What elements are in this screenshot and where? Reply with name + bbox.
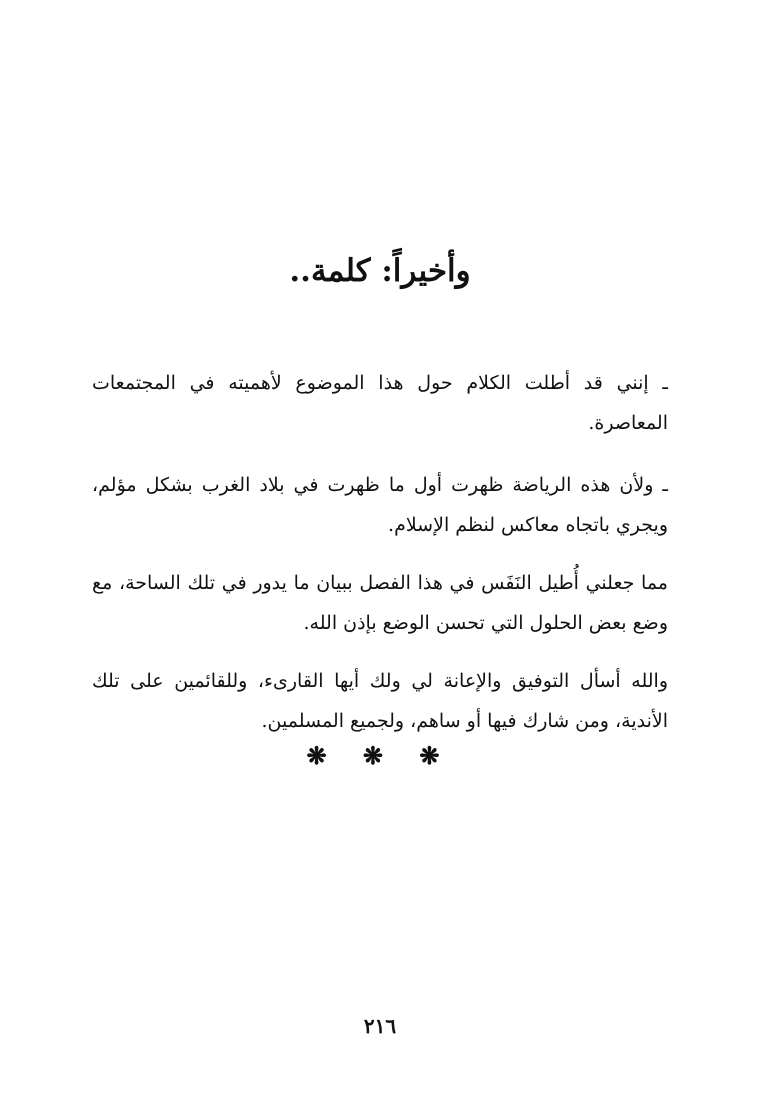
paragraph-closing-prayer: والله أسأل التوفيق والإعانة لي ولك أيها القارىء، وللقائمين على تلك الأندية، ومن شارك فيها أو ساهم، ولجميع المسلمين. — [92, 670, 668, 732]
page-number: ٢١٦ — [363, 1014, 397, 1038]
section-separator-ornament: ❋ ❋ ❋ — [306, 741, 454, 770]
paragraph-importance: ـ إنني قد أطلت الكلام حول هذا الموضوع لأهميته في المجتمعات المعاصرة. — [92, 372, 668, 434]
paragraph-solutions: مما جعلني أُطيل النَفَس في هذا الفصل ببيان ما يدور في تلك الساحة، مع وضع بعض الحلول التي تحسن الوضع بإذن الله. — [92, 572, 668, 634]
chapter-heading: وأخيراً: كلمة.. — [289, 253, 471, 289]
paragraph-west-origin: ـ ولأن هذه الرياضة ظهرت أول ما ظهرت في بلاد الغرب بشكل مؤلم، ويجري باتجاه معاكس لنظم الإسلام. — [92, 474, 668, 536]
body-text — [92, 363, 668, 763]
